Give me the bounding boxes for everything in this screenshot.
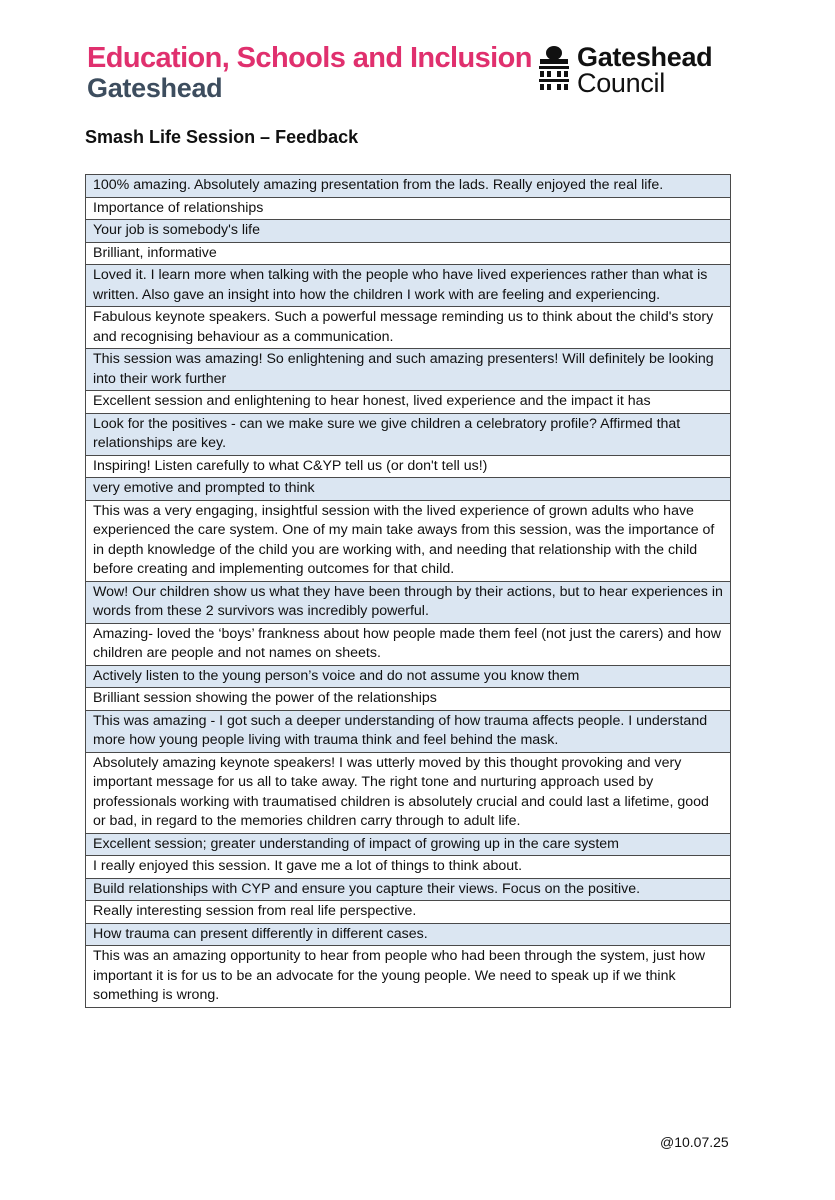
table-row xyxy=(86,923,731,946)
feedback-table xyxy=(85,174,731,1008)
table-row xyxy=(86,478,731,501)
table-row xyxy=(86,413,731,455)
table-row xyxy=(86,688,731,711)
feedback-cell: Build relationships with CYP and ensure you capture their views. Focus on the positive. xyxy=(86,878,731,901)
table-row xyxy=(86,665,731,688)
table-row xyxy=(86,901,731,924)
feedback-cell: This was a very engaging, insightful session with the lived experience of grown adults who have experienced the care system. One of my main take aways from this session, was the importance of in depth knowledge of the child you are working with, and needing that relationship with the child before creating and implementing outcomes for that child. xyxy=(86,500,731,581)
feedback-cell: very emotive and prompted to think xyxy=(86,478,731,501)
table-row xyxy=(86,220,731,243)
feedback-cell: 100% amazing. Absolutely amazing presentation from the lads. Really enjoyed the real life. xyxy=(86,175,731,198)
table-row xyxy=(86,946,731,1008)
feedback-cell: Excellent session; greater understanding of impact of growing up in the care system xyxy=(86,833,731,856)
org-name-line1: Education, Schools and Inclusion xyxy=(87,42,532,74)
feedback-cell: Amazing- loved the ‘boys’ frankness about how people made them feel (not just the carers) and how children are people and not names on sheets. xyxy=(86,623,731,665)
feedback-cell: Wow! Our children show us what they have been through by their actions, but to hear experiences in words from these 2 survivors was incredibly powerful. xyxy=(86,581,731,623)
feedback-cell: Brilliant, informative xyxy=(86,242,731,265)
org-name-line2: Gateshead xyxy=(87,73,223,103)
feedback-cell: Importance of relationships xyxy=(86,197,731,220)
feedback-cell: Brilliant session showing the power of the relationships xyxy=(86,688,731,711)
table-row xyxy=(86,349,731,391)
table-row xyxy=(86,500,731,581)
building-icon xyxy=(537,44,571,94)
table-row xyxy=(86,581,731,623)
council-name xyxy=(577,44,712,96)
table-row xyxy=(86,710,731,752)
council-name-line2: Council xyxy=(577,68,665,98)
table-row xyxy=(86,752,731,833)
feedback-cell: I really enjoyed this session. It gave me a lot of things to think about. xyxy=(86,856,731,879)
feedback-cell: Absolutely amazing keynote speakers! I was utterly moved by this thought provoking and very important message for us all to take away. The right tone and nurturing approach used by professionals working with traumatised children is absolutely crucial and could last a lifetime, good or bad, in regard to the memories children carry through to adult life. xyxy=(86,752,731,833)
council-logo xyxy=(537,44,712,96)
table-row xyxy=(86,265,731,307)
feedback-cell: Inspiring! Listen carefully to what C&YP tell us (or don't tell us!) xyxy=(86,455,731,478)
table-row xyxy=(86,197,731,220)
feedback-cell: Really interesting session from real life perspective. xyxy=(86,901,731,924)
feedback-cell: Loved it. I learn more when talking with the people who have lived experiences rather than what is written. Also gave an insight into how the children I work with are feeling and experiencing. xyxy=(86,265,731,307)
feedback-cell: How trauma can present differently in different cases. xyxy=(86,923,731,946)
council-name-line1: Gateshead xyxy=(577,42,713,72)
feedback-cell: This session was amazing! So enlightening and such amazing presenters! Will definitely be looking into their work further xyxy=(86,349,731,391)
table-row xyxy=(86,833,731,856)
table-row xyxy=(86,878,731,901)
feedback-cell: Excellent session and enlightening to hear honest, lived experience and the impact it has xyxy=(86,391,731,414)
feedback-cell: Actively listen to the young person’s voice and do not assume you know them xyxy=(86,665,731,688)
table-row xyxy=(86,307,731,349)
feedback-cell: Your job is somebody's life xyxy=(86,220,731,243)
feedback-cell: This was an amazing opportunity to hear from people who had been through the system, just how important it is for us to be an advocate for the young people. We need to speak up if we think something is wrong. xyxy=(86,946,731,1008)
table-row xyxy=(86,242,731,265)
table-row xyxy=(86,623,731,665)
table-row xyxy=(86,175,731,198)
table-row xyxy=(86,856,731,879)
table-row xyxy=(86,455,731,478)
document-date: @10.07.25 xyxy=(660,1134,729,1150)
feedback-cell: This was amazing - I got such a deeper understanding of how trauma affects people. I understand more how young people living with trauma think and feel behind the mask. xyxy=(86,710,731,752)
table-row xyxy=(86,391,731,414)
feedback-cell: Fabulous keynote speakers. Such a powerful message reminding us to think about the child's story and recognising behaviour as a communication. xyxy=(86,307,731,349)
org-logo xyxy=(87,42,532,102)
page-title: Smash Life Session – Feedback xyxy=(85,127,359,147)
feedback-cell: Look for the positives - can we make sure we give children a celebratory profile? Affirmed that relationships are key. xyxy=(86,413,731,455)
